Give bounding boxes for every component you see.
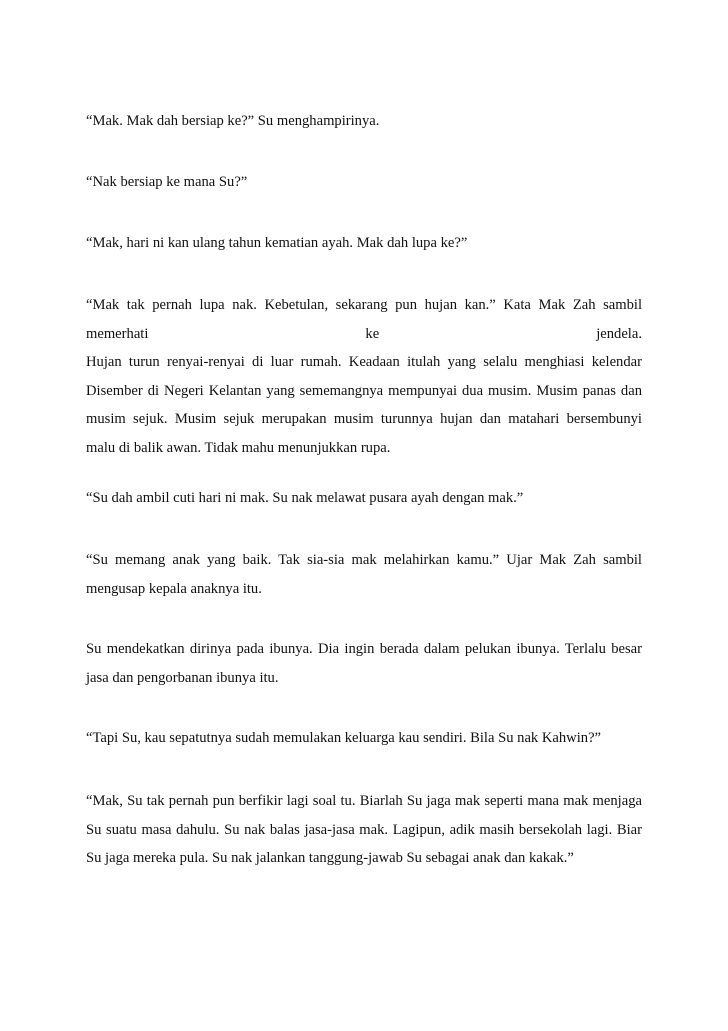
- text-line: Disember di Negeri Kelantan yang sememangnya mempunyai dua musim. Musim panas dan: [86, 382, 642, 399]
- paragraph: [86, 724, 642, 753]
- paragraph: [86, 635, 642, 692]
- text-line: “Mak, hari ni kan ulang tahun kematian ayah. Mak dah lupa ke?”: [86, 235, 468, 251]
- text-line: “Su dah ambil cuti hari ni mak. Su nak melawat pusara ayah dengan mak.”: [86, 490, 524, 506]
- paragraph: [86, 291, 642, 463]
- paragraph: [86, 546, 642, 603]
- paragraph: [86, 168, 642, 197]
- text-line: “Tapi Su, kau sepatutnya sudah memulakan keluarga kau sendiri. Bila Su nak Kahwin?”: [86, 730, 602, 746]
- paragraph: [86, 787, 642, 873]
- text-line: jasa dan pengorbanan ibunya itu.: [86, 669, 279, 686]
- paragraph: [86, 229, 642, 258]
- text-line: “Mak. Mak dah bersiap ke?” Su menghampirinya.: [86, 113, 380, 129]
- text-line: “Su memang anak yang baik. Tak sia-sia mak melahirkan kamu.” Ujar Mak Zah sambil: [86, 552, 642, 568]
- text-line: “Mak, Su tak pernah pun berfikir lagi soal tu. Biarlah Su jaga mak seperti mana mak menjaga: [86, 793, 642, 809]
- text-line: mengusap kepala anaknya itu.: [86, 580, 262, 597]
- text-line: “Mak tak pernah lupa nak. Kebetulan, sekarang pun hujan kan.” Kata Mak Zah sambil: [86, 297, 642, 313]
- text-line: Su suatu masa dahulu. Su nak balas jasa-jasa mak. Lagipun, adik masih bersekolah lagi. Biar: [86, 821, 642, 838]
- text-line: Su jaga mereka pula. Su nak jalankan tanggung-jawab Su sebagai anak dan kakak.”: [86, 850, 574, 867]
- text-line: malu di balik awan. Tidak mahu menunjukkan rupa.: [86, 439, 391, 456]
- text-line: “Nak bersiap ke mana Su?”: [86, 174, 248, 190]
- paragraph: [86, 107, 642, 136]
- text-line: Hujan turun renyai-renyai di luar rumah. Keadaan itulah yang selalu menghiasi kelendar: [86, 354, 642, 371]
- text-line: musim sejuk. Musim sejuk merupakan musim turunnya hujan dan matahari bersembunyi: [86, 411, 642, 428]
- paragraph: [86, 484, 642, 513]
- text-line: Su mendekatkan dirinya pada ibunya. Dia ingin berada dalam pelukan ibunya. Terlalu besar: [86, 641, 642, 657]
- text-line: memerhati ke jendela.: [86, 325, 642, 342]
